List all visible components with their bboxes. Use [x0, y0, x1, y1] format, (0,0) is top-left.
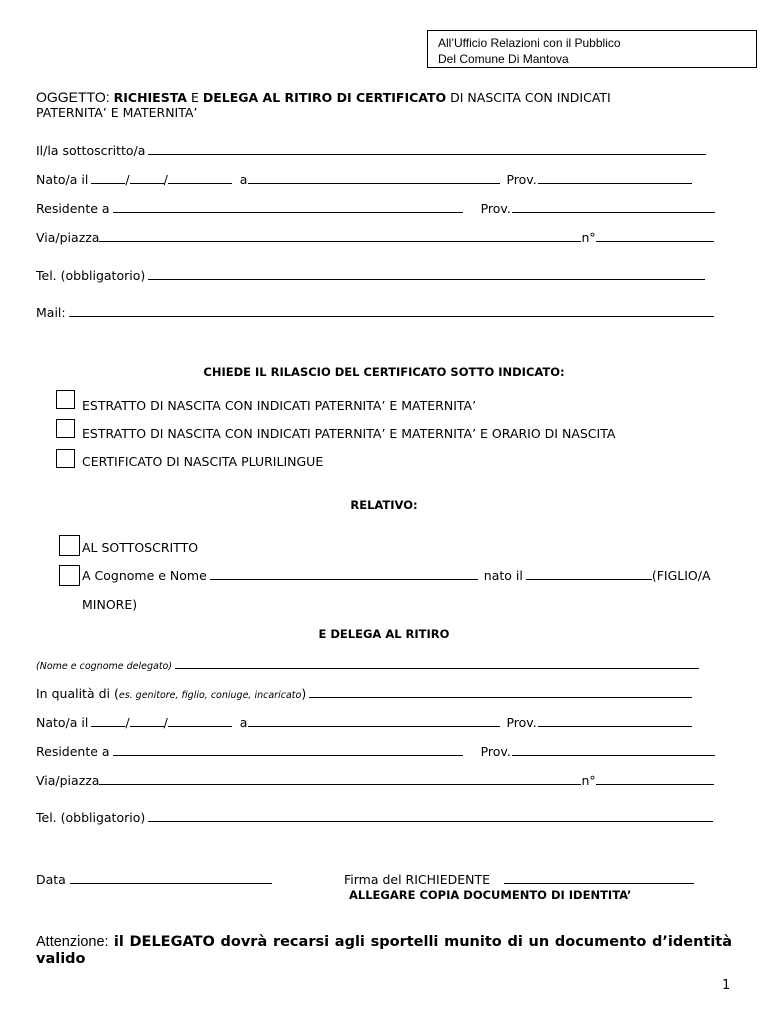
delegate-phone-field[interactable] — [148, 810, 713, 822]
attention-label: Attenzione: — [36, 934, 109, 950]
option-2-label: ESTRATTO DI NASCITA CON INDICATI PATERNITA’ E MATERNITA’ E ORARIO DI NASCITA — [82, 426, 616, 441]
delegate-name-row — [36, 657, 699, 672]
recipient-office-box — [427, 30, 757, 68]
delegate-quality-row — [36, 686, 692, 701]
date-label: Data — [36, 872, 66, 887]
signature-label: Firma del RICHIEDENTE — [344, 872, 491, 887]
applicant-resident-label: Residente a — [36, 201, 110, 216]
delegate-birth-prov-field[interactable] — [538, 715, 692, 727]
subject-word-and: E — [190, 90, 199, 105]
applicant-name-label: Il/la sottoscritto/a — [36, 143, 146, 158]
recipient-line-2: Del Comune Di Mantova — [438, 52, 569, 66]
signature-row — [344, 872, 694, 887]
attach-id-note: ALLEGARE COPIA DOCUMENTO DI IDENTITA’ — [349, 888, 632, 902]
self-label: AL SOTTOSCRITTO — [82, 540, 199, 555]
date-separator: / — [125, 172, 130, 187]
applicant-born-label: Nato/a il — [36, 172, 89, 187]
other-person-born-field[interactable] — [526, 568, 652, 580]
delegate-quality-label: In qualità di ( — [36, 686, 119, 701]
applicant-name-row — [36, 143, 706, 158]
applicant-mail-row — [36, 305, 714, 320]
applicant-street-field[interactable] — [99, 230, 581, 242]
applicant-res-prov-field[interactable] — [512, 201, 715, 213]
delegate-residence-row — [36, 744, 715, 759]
other-person-row — [82, 568, 711, 583]
delegate-born-label: Nato/a il — [36, 715, 89, 730]
delegate-street-row — [36, 773, 714, 788]
option-1-label: ESTRATTO DI NASCITA CON INDICATI PATERNITA’ E MATERNITA’ — [82, 398, 477, 413]
subject-line-2: PATERNITA’ E MATERNITA’ — [36, 105, 198, 120]
delegate-quality-example: es. genitore, figlio, coniuge, incaricato — [118, 690, 302, 701]
applicant-residence-row — [36, 201, 715, 216]
applicant-residence-field[interactable] — [113, 201, 463, 213]
delegate-prov-label: Prov. — [506, 715, 537, 730]
other-person-born-label: nato il — [483, 568, 523, 583]
applicant-birth-row — [36, 172, 692, 187]
subject-word-delegate: DELEGA AL RITIRO DI CERTIFICATO — [202, 90, 447, 105]
delegate-res-prov-label: Prov. — [480, 744, 511, 759]
applicant-mail-label: Mail: — [36, 305, 66, 320]
option-1-checkbox[interactable] — [56, 390, 75, 409]
recipient-line-1: All’Ufficio Relazioni con il Pubblico — [438, 36, 621, 50]
applicant-birth-place-field[interactable] — [248, 172, 500, 184]
applicant-birth-day-field[interactable] — [91, 172, 125, 184]
date-separator: / — [125, 715, 130, 730]
delegate-title: E DELEGA AL RITIRO — [318, 627, 450, 641]
delegate-birth-row — [36, 715, 692, 730]
option-2-checkbox[interactable] — [56, 419, 75, 438]
other-person-label: A Cognome e Nome — [82, 568, 207, 583]
delegate-name-field[interactable] — [175, 657, 699, 669]
delegate-number-field[interactable] — [596, 773, 714, 785]
option-3-label: CERTIFICATO DI NASCITA PLURILINGUE — [82, 454, 324, 469]
relative-title: RELATIVO: — [350, 498, 418, 512]
applicant-phone-label: Tel. (obbligatorio) — [36, 268, 146, 283]
other-person-checkbox[interactable] — [59, 565, 80, 586]
page-number: 1 — [722, 978, 731, 993]
self-checkbox[interactable] — [59, 535, 80, 556]
other-person-name-field[interactable] — [210, 568, 478, 580]
applicant-street-label: Via/piazza — [36, 230, 100, 245]
applicant-phone-field[interactable] — [148, 268, 705, 280]
option-3-checkbox[interactable] — [56, 449, 75, 468]
delegate-birth-day-field[interactable] — [91, 715, 125, 727]
delegate-birth-year-field[interactable] — [168, 715, 232, 727]
attention-text: il DELEGATO dovrà recarsi agli sportelli munito di un documento d’identità valido — [36, 934, 733, 967]
applicant-number-label: n° — [581, 230, 596, 245]
applicant-street-row — [36, 230, 714, 245]
delegate-street-label: Via/piazza — [36, 773, 100, 788]
delegate-phone-row — [36, 810, 713, 825]
delegate-resident-label: Residente a — [36, 744, 110, 759]
delegate-phone-label: Tel. (obbligatorio) — [36, 810, 146, 825]
date-field[interactable] — [70, 872, 272, 884]
subject-label: OGGETTO: — [36, 89, 110, 105]
applicant-number-field[interactable] — [596, 230, 714, 242]
attention-note — [36, 934, 732, 968]
request-title: CHIEDE IL RILASCIO DEL CERTIFICATO SOTTO INDICATO: — [203, 365, 565, 379]
applicant-birth-month-field[interactable] — [130, 172, 164, 184]
applicant-birth-prov-field[interactable] — [538, 172, 692, 184]
delegate-quality-field[interactable] — [309, 686, 692, 698]
other-person-note-2: MINORE) — [82, 597, 138, 612]
delegate-street-field[interactable] — [99, 773, 581, 785]
date-separator: / — [163, 172, 168, 187]
delegate-birth-month-field[interactable] — [130, 715, 164, 727]
delegate-res-prov-field[interactable] — [512, 744, 715, 756]
signature-field[interactable] — [504, 872, 694, 884]
delegate-number-label: n° — [581, 773, 596, 788]
subject-word-birth: DI NASCITA CON INDICATI — [450, 90, 611, 105]
date-separator: / — [163, 715, 168, 730]
delegate-birth-place-field[interactable] — [248, 715, 500, 727]
subject — [36, 90, 732, 120]
delegate-at-label: a — [239, 715, 248, 730]
delegate-name-label: (Nome e cognome delegato) — [36, 661, 173, 672]
applicant-phone-row — [36, 268, 705, 283]
applicant-at-label: a — [239, 172, 248, 187]
delegate-residence-field[interactable] — [113, 744, 463, 756]
applicant-birth-year-field[interactable] — [168, 172, 232, 184]
subject-word-request: RICHIESTA — [113, 90, 187, 105]
date-row — [36, 872, 272, 887]
applicant-mail-field[interactable] — [69, 305, 714, 317]
applicant-name-field[interactable] — [148, 143, 706, 155]
other-person-note: (FIGLIO/A — [651, 568, 711, 583]
delegate-quality-paren: ) — [301, 686, 307, 701]
applicant-prov-label: Prov. — [506, 172, 537, 187]
applicant-res-prov-label: Prov. — [480, 201, 511, 216]
